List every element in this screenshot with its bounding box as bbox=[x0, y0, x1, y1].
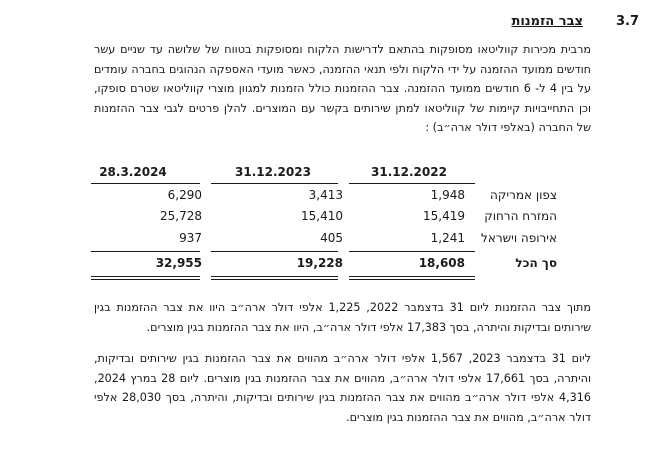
total-2023: 19,228 bbox=[296, 256, 343, 270]
value-2022: 15,419 bbox=[423, 209, 465, 223]
value-2024: 6,290 bbox=[167, 188, 202, 202]
table-row bbox=[0, 188, 647, 209]
value-2024: 25,728 bbox=[160, 209, 202, 223]
value-2023: 405 bbox=[320, 231, 343, 245]
total-2024: 32,955 bbox=[155, 256, 202, 270]
row-label: אירופה וישראל bbox=[481, 231, 557, 245]
header-rule-2022 bbox=[349, 183, 475, 184]
value-2022: 1,948 bbox=[430, 188, 465, 202]
total-rule-top-2024 bbox=[91, 276, 200, 277]
total-rule-bottom-2022 bbox=[349, 279, 475, 280]
row-label: המזרח הרחוק bbox=[484, 209, 557, 223]
table-header bbox=[0, 165, 647, 185]
table-row bbox=[0, 231, 647, 252]
total-rule-top-2022 bbox=[349, 276, 475, 277]
total-row bbox=[0, 256, 647, 277]
subtotal-rule-2024 bbox=[91, 251, 200, 252]
total-rule-bottom-2023 bbox=[211, 279, 338, 280]
total-2022: 18,608 bbox=[418, 256, 465, 270]
paragraph-2023-2024-breakdown: ליום 31 בדצמבר 2023, 1,567 אלפי דולר ארה״ב מהווים את צבר ההזמנות בגין שירותים ובדיקות, והיתרה, בסך 17,661 אלפי דולר ארה״ב, מהווים את צבר ההזמנות בגין מוצרים. ליום 28 במרץ 2024, 4,316 אלפי דולר ארה״ב מהווים את צבר ההזמנות בגין שירותים ובדיקות, והיתרה, בסך 28,030 אלפי דולר ארה״ב, מהווים את צבר ההזמנות בגין מוצרים. bbox=[94, 352, 591, 424]
section-title: צבר הזמנות bbox=[511, 14, 583, 29]
header-rule-2023 bbox=[211, 183, 338, 184]
table-row bbox=[0, 209, 647, 230]
subtotal-rule-2023 bbox=[211, 251, 338, 252]
total-rule-top-2023 bbox=[211, 276, 338, 277]
total-rule-bottom-2024 bbox=[91, 279, 200, 280]
date-column-2022: 31.12.2022 bbox=[371, 165, 447, 179]
header-rule-2024 bbox=[91, 183, 200, 184]
row-label: צפון אמריקה bbox=[490, 188, 557, 202]
total-label: סך הכל bbox=[515, 256, 557, 270]
section-number: 3.7 bbox=[616, 14, 640, 29]
subtotal-rule-2022 bbox=[349, 251, 475, 252]
paragraph-2022-breakdown: מתוך צבר ההזמנות ליום 31 בדצמבר 2022, 1,225 אלפי דולר ארה״ב היוו את צבר ההזמנות בגין שירותים ובדיקות והיתרה, בסך 17,383 אלפי דולר ארה״ב, היוו את צבר ההזמנות בגין מוצרים. bbox=[94, 301, 591, 334]
value-2022: 1,241 bbox=[430, 231, 465, 245]
value-2023: 15,410 bbox=[301, 209, 343, 223]
intro-paragraph: מרבית מכירות קווליטאו מסופקות בהתאם לדרישות הלקוח ומסופקות בטווח של שלושה עד שניים עשר חודשים ממועד ההזמנה על ידי הלקוח ולפי תנאי ההזמנה, כאשר מועדי האספקה הנהוגים בחברה עומדים על בין 4 ל- 6 חודשים ממועד ההזמנה. צבר ההזמנות כולל הזמנות למגוון מוצרי קווליטאו שטרם סופקו, וכן התחייבויות קיימות של קווליטאו למתן שירותים בקשר עם המוצרים. להלן פרטים לגבי צבר ההזמנות של החברה (באלפי דולר ארה״ב) : bbox=[94, 43, 591, 135]
date-column-2023: 31.12.2023 bbox=[235, 165, 311, 179]
value-2023: 3,413 bbox=[308, 188, 343, 202]
value-2024: 937 bbox=[179, 231, 202, 245]
date-column-2024: 28.3.2024 bbox=[99, 165, 167, 179]
